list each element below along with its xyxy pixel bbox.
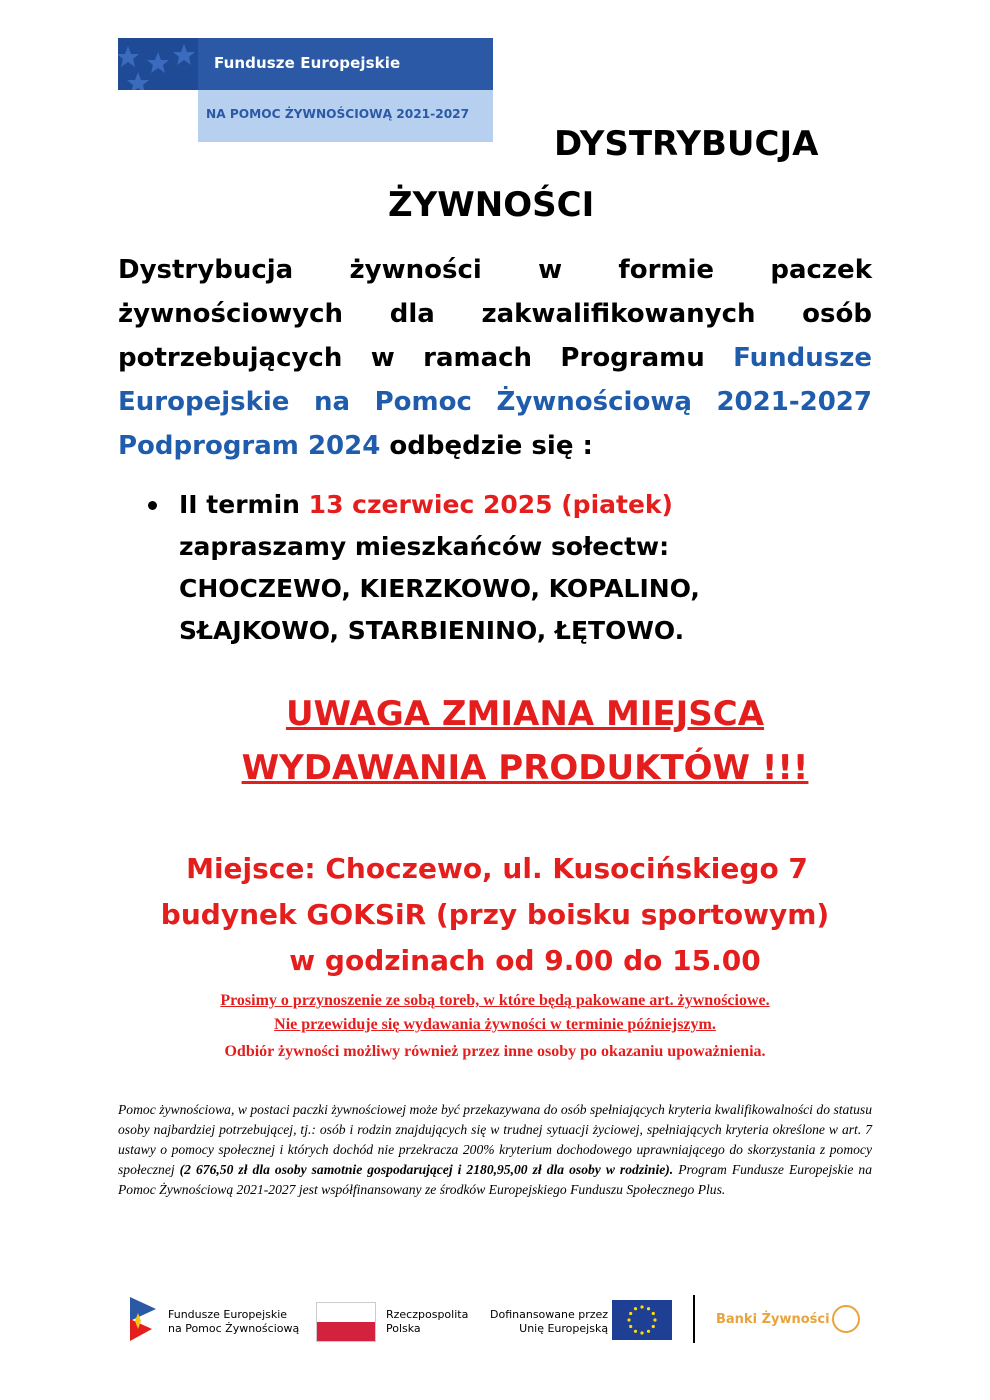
fe-logo-icon (128, 1295, 158, 1343)
fe-logo-text: Fundusze Europejskie na Pomoc Żywnościową (168, 1308, 300, 1335)
banki-zywnosci-text: Banki Żywności (716, 1312, 830, 1327)
page-title-line1: DYSTRYBUCJA (554, 124, 819, 164)
rp-logo-text: Rzeczpospolita Polska (386, 1308, 469, 1335)
villages-line1: CHOCZEWO, KIERZKOWO, KOPALINO, (179, 574, 700, 603)
banki-zywnosci-icon (832, 1305, 860, 1333)
note-bags: Prosimy o przynoszenie ze sobą toreb, w które będą pakowane art. żywnościowe. (220, 992, 770, 1009)
eu-flag-icon (612, 1300, 672, 1340)
note-authorization: Odbiór żywności możliwy również przez inne osoby po okazaniu upoważnienia. (224, 1043, 766, 1060)
fine-print-income: (2 676,50 zł dla osoby samotnie gospodarującej i 2180,95,00 zł dla osoby w rodzinie). (179, 1162, 674, 1177)
intro-text: Dystrybucja żywności w formie paczek żywnościowych dla zakwalifikowanych osób potrzebujących w ramach Programu (118, 255, 872, 373)
term-label: II termin (179, 490, 309, 519)
logo-stars (118, 38, 198, 90)
logo-title: Fundusze Europejskie (214, 54, 401, 72)
note-no-later: Nie przewiduje się wydawania żywności w terminie późniejszym. (274, 1016, 716, 1033)
logo-stars-icon (118, 38, 198, 90)
term-invite: zapraszamy mieszkańców sołectw: (179, 532, 670, 561)
fine-print: Pomoc żywnościowa, w postaci paczki żywnościowej może być przekazywana do osób spełniających kryteria kwalifikowalności do statusu osoby najbardziej potrzebującej, tj.: osób i rodzin znajdujących się w trudnej sytuacji życiowej, spełniających kryteria określone w art. 7 ustawy o pomocy społecznej i których dochód nie przekracza 200% kryterium dochodowego uprawniającego do skorzystania z pomocy społecznej (2 676,50 zł dla osoby samotnie gospodarującej i 2180,95,00 zł dla osoby w rodzinie). Program Fundusze Europejskie na Pomoc Żywnościową 2021-2027 jest współfinansowany ze środków Europejskiego Funduszu Społecznego Plus. (118, 1102, 872, 1197)
eu-stars-icon (626, 1304, 658, 1336)
program-name: Fundusze Europejskie na Pomoc Żywnościową 2021-2027 Podprogram 2024 (118, 343, 872, 461)
ue-logo-text: Dofinansowane przez Unię Europejską (490, 1308, 609, 1335)
place-building: budynek GOKSiR (przy boisku sportowym) (160, 898, 830, 931)
bullet-icon (148, 501, 157, 510)
footer-divider (693, 1295, 695, 1343)
footer-logos (0, 1290, 990, 1350)
place-address: Miejsce: Choczewo, ul. Kusocińskiego 7 (186, 852, 808, 885)
villages-line2: SŁAJKOWO, STARBIENINO, ŁĘTOWO. (179, 616, 685, 645)
term-date: 13 czerwiec 2025 (piatek) (308, 490, 673, 519)
warning-line1: UWAGA ZMIANA MIEJSCA (285, 694, 765, 734)
place-hours: w godzinach od 9.00 do 15.00 (289, 944, 761, 977)
polish-flag-icon (316, 1302, 376, 1342)
intro-paragraph (118, 248, 872, 468)
page-title-line2: ŻYWNOŚCI (388, 185, 595, 225)
logo-subtitle: NA POMOC ŻYWNOŚCIOWĄ 2021-2027 (206, 107, 470, 121)
fundusze-europejskie-logo (118, 38, 493, 142)
warning-line2: WYDAWANIA PRODUKTÓW !!! (241, 748, 809, 788)
intro-ending: odbędzie się : (380, 431, 593, 461)
